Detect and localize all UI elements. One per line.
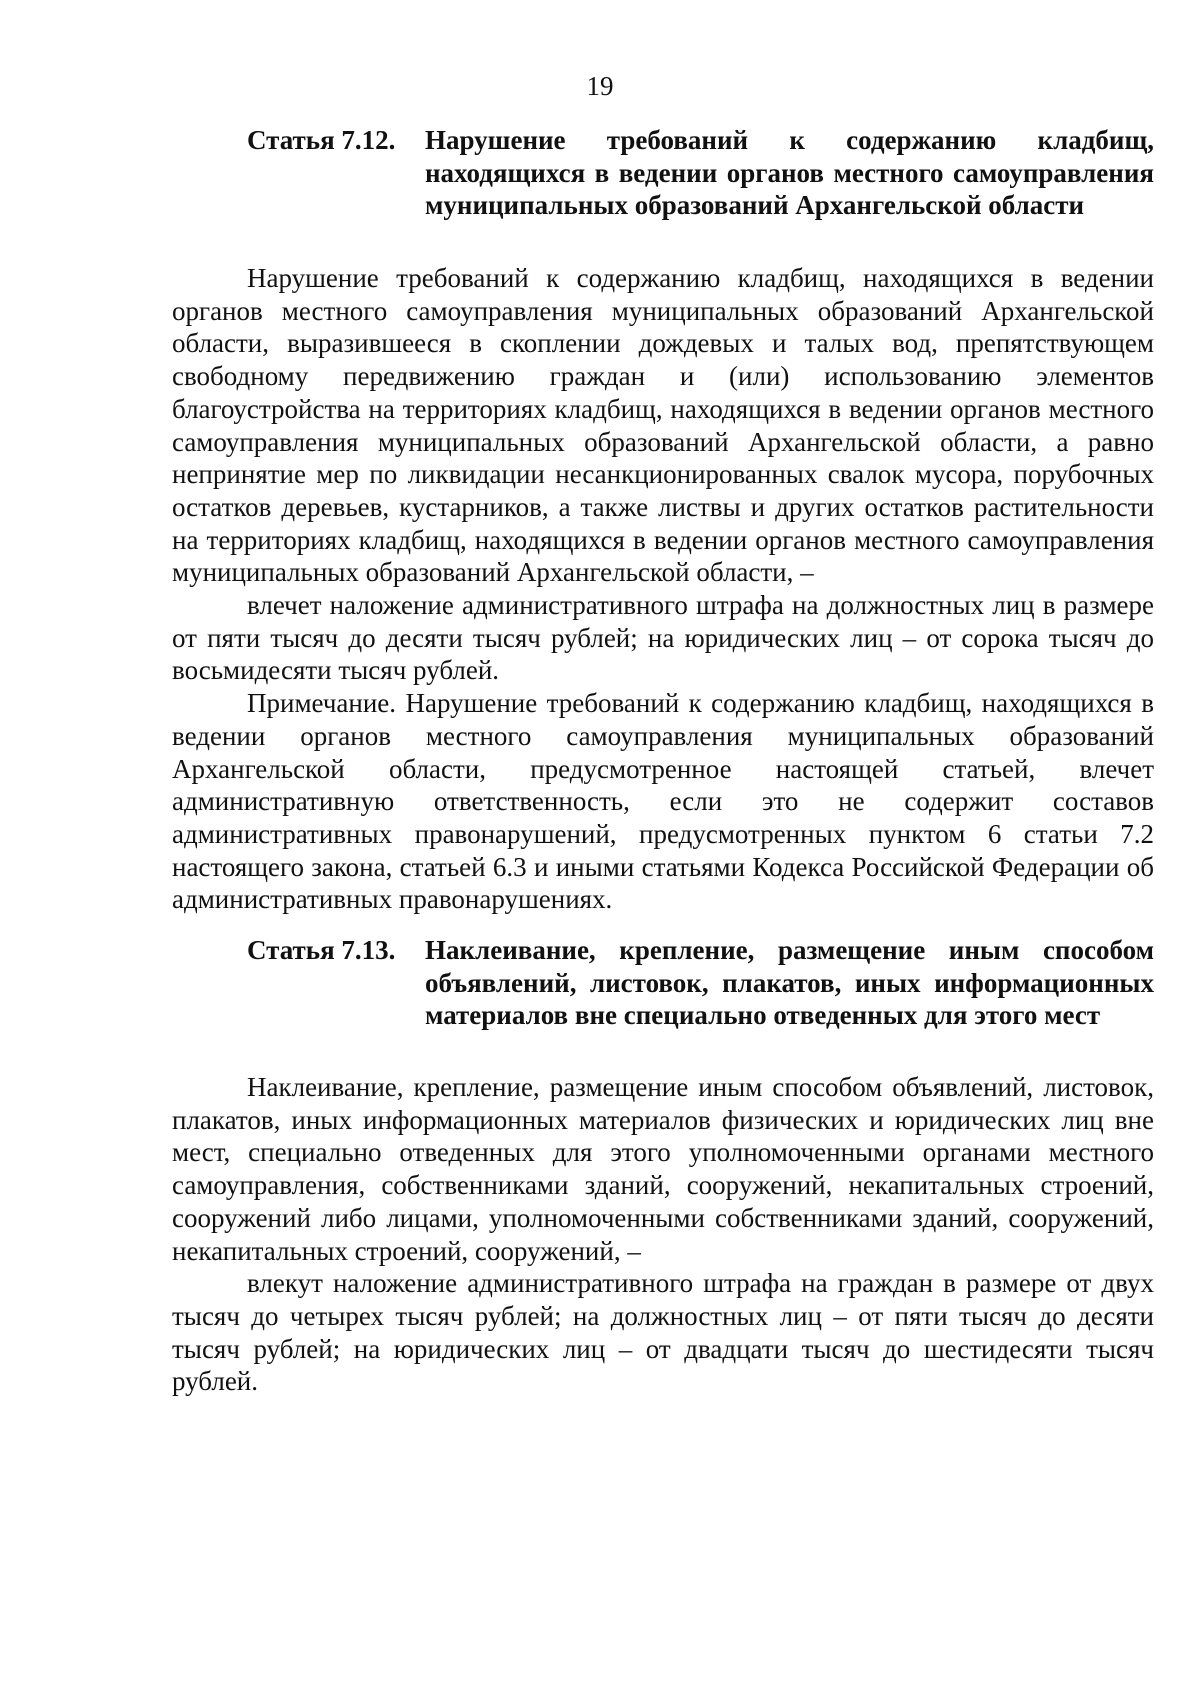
article-paragraph: Нарушение требований к содержанию кладбищ, находящихся в ведении органов местного самоуправления муниципальных образований Архангельской области, выразившееся в скоплении дождевых и талых вод, препятствующем свободному передвижению граждан и (или) использованию элементов благоустройства на территориях кладбищ, находящихся в ведении органов местного самоуправления муниципальных образований Архангельской области, а равно непринятие мер по ликвидации несанкционированных свалок мусора, порубочных остатков деревьев, кустарников, а также листвы и других остатков растительности на территориях кладбищ, находящихся в ведении органов местного самоуправления муниципальных образований Архангельской области, – — [172, 263, 1154, 588]
article-title: Нарушение требований к содержанию кладбищ, находящихся в ведении органов местного самоуправления муниципальных образований Архангельской области — [425, 125, 1154, 221]
page-number: 19 — [586, 71, 614, 101]
article-paragraph: влечет наложение административного штрафа на должностных лиц в размере от пяти тысяч до десяти тысяч рублей; на юридических лиц – от сорока тысяч до восьмидесяти тысяч рублей. — [172, 590, 1154, 686]
article-body-7-12 — [172, 262, 1154, 916]
article-paragraph: Наклеивание, крепление, размещение иным способом объявлений, листовок, плакатов, иных информационных материалов физических и юридических лиц вне мест, специально отведенных для этого уполномоченными органами местного самоуправления, собственниками зданий, сооружений, некапитальных строений, сооружений либо лицами, уполномоченными собственниками зданий, сооружений, некапитальных строений, сооружений, – — [172, 1072, 1154, 1266]
article-paragraph: Примечание. Нарушение требований к содержанию кладбищ, находящихся в ведении органов местного самоуправления муниципальных образований Архангельской области, предусмотренное настоящей статьей, влечет административную ответственность, если это не содержит составов административных правонарушений, предусмотренных пунктом 6 статьи 7.2 настоящего закона, статьей 6.3 и иными статьями Кодекса Российской Федерации об административных правонарушениях. — [172, 688, 1154, 915]
article-body-7-13 — [172, 1071, 1154, 1398]
article-title: Наклеивание, крепление, размещение иным способом объявлений, листовок, плакатов, иных информационных материалов вне специально отведенных для этого мест — [425, 935, 1154, 1031]
article-heading-7-12 — [247, 124, 1154, 222]
article-number: Статья 7.13. — [247, 935, 396, 965]
article-number: Статья 7.12. — [247, 125, 396, 155]
article-heading-7-13 — [247, 934, 1154, 1032]
article-paragraph: влекут наложение административного штрафа на граждан в размере от двух тысяч до четырех тысяч рублей; на должностных лиц – от пяти тысяч до десяти тысяч рублей; на юридических лиц – от двадцати тысяч до шестидесяти тысяч рублей. — [172, 1268, 1154, 1397]
